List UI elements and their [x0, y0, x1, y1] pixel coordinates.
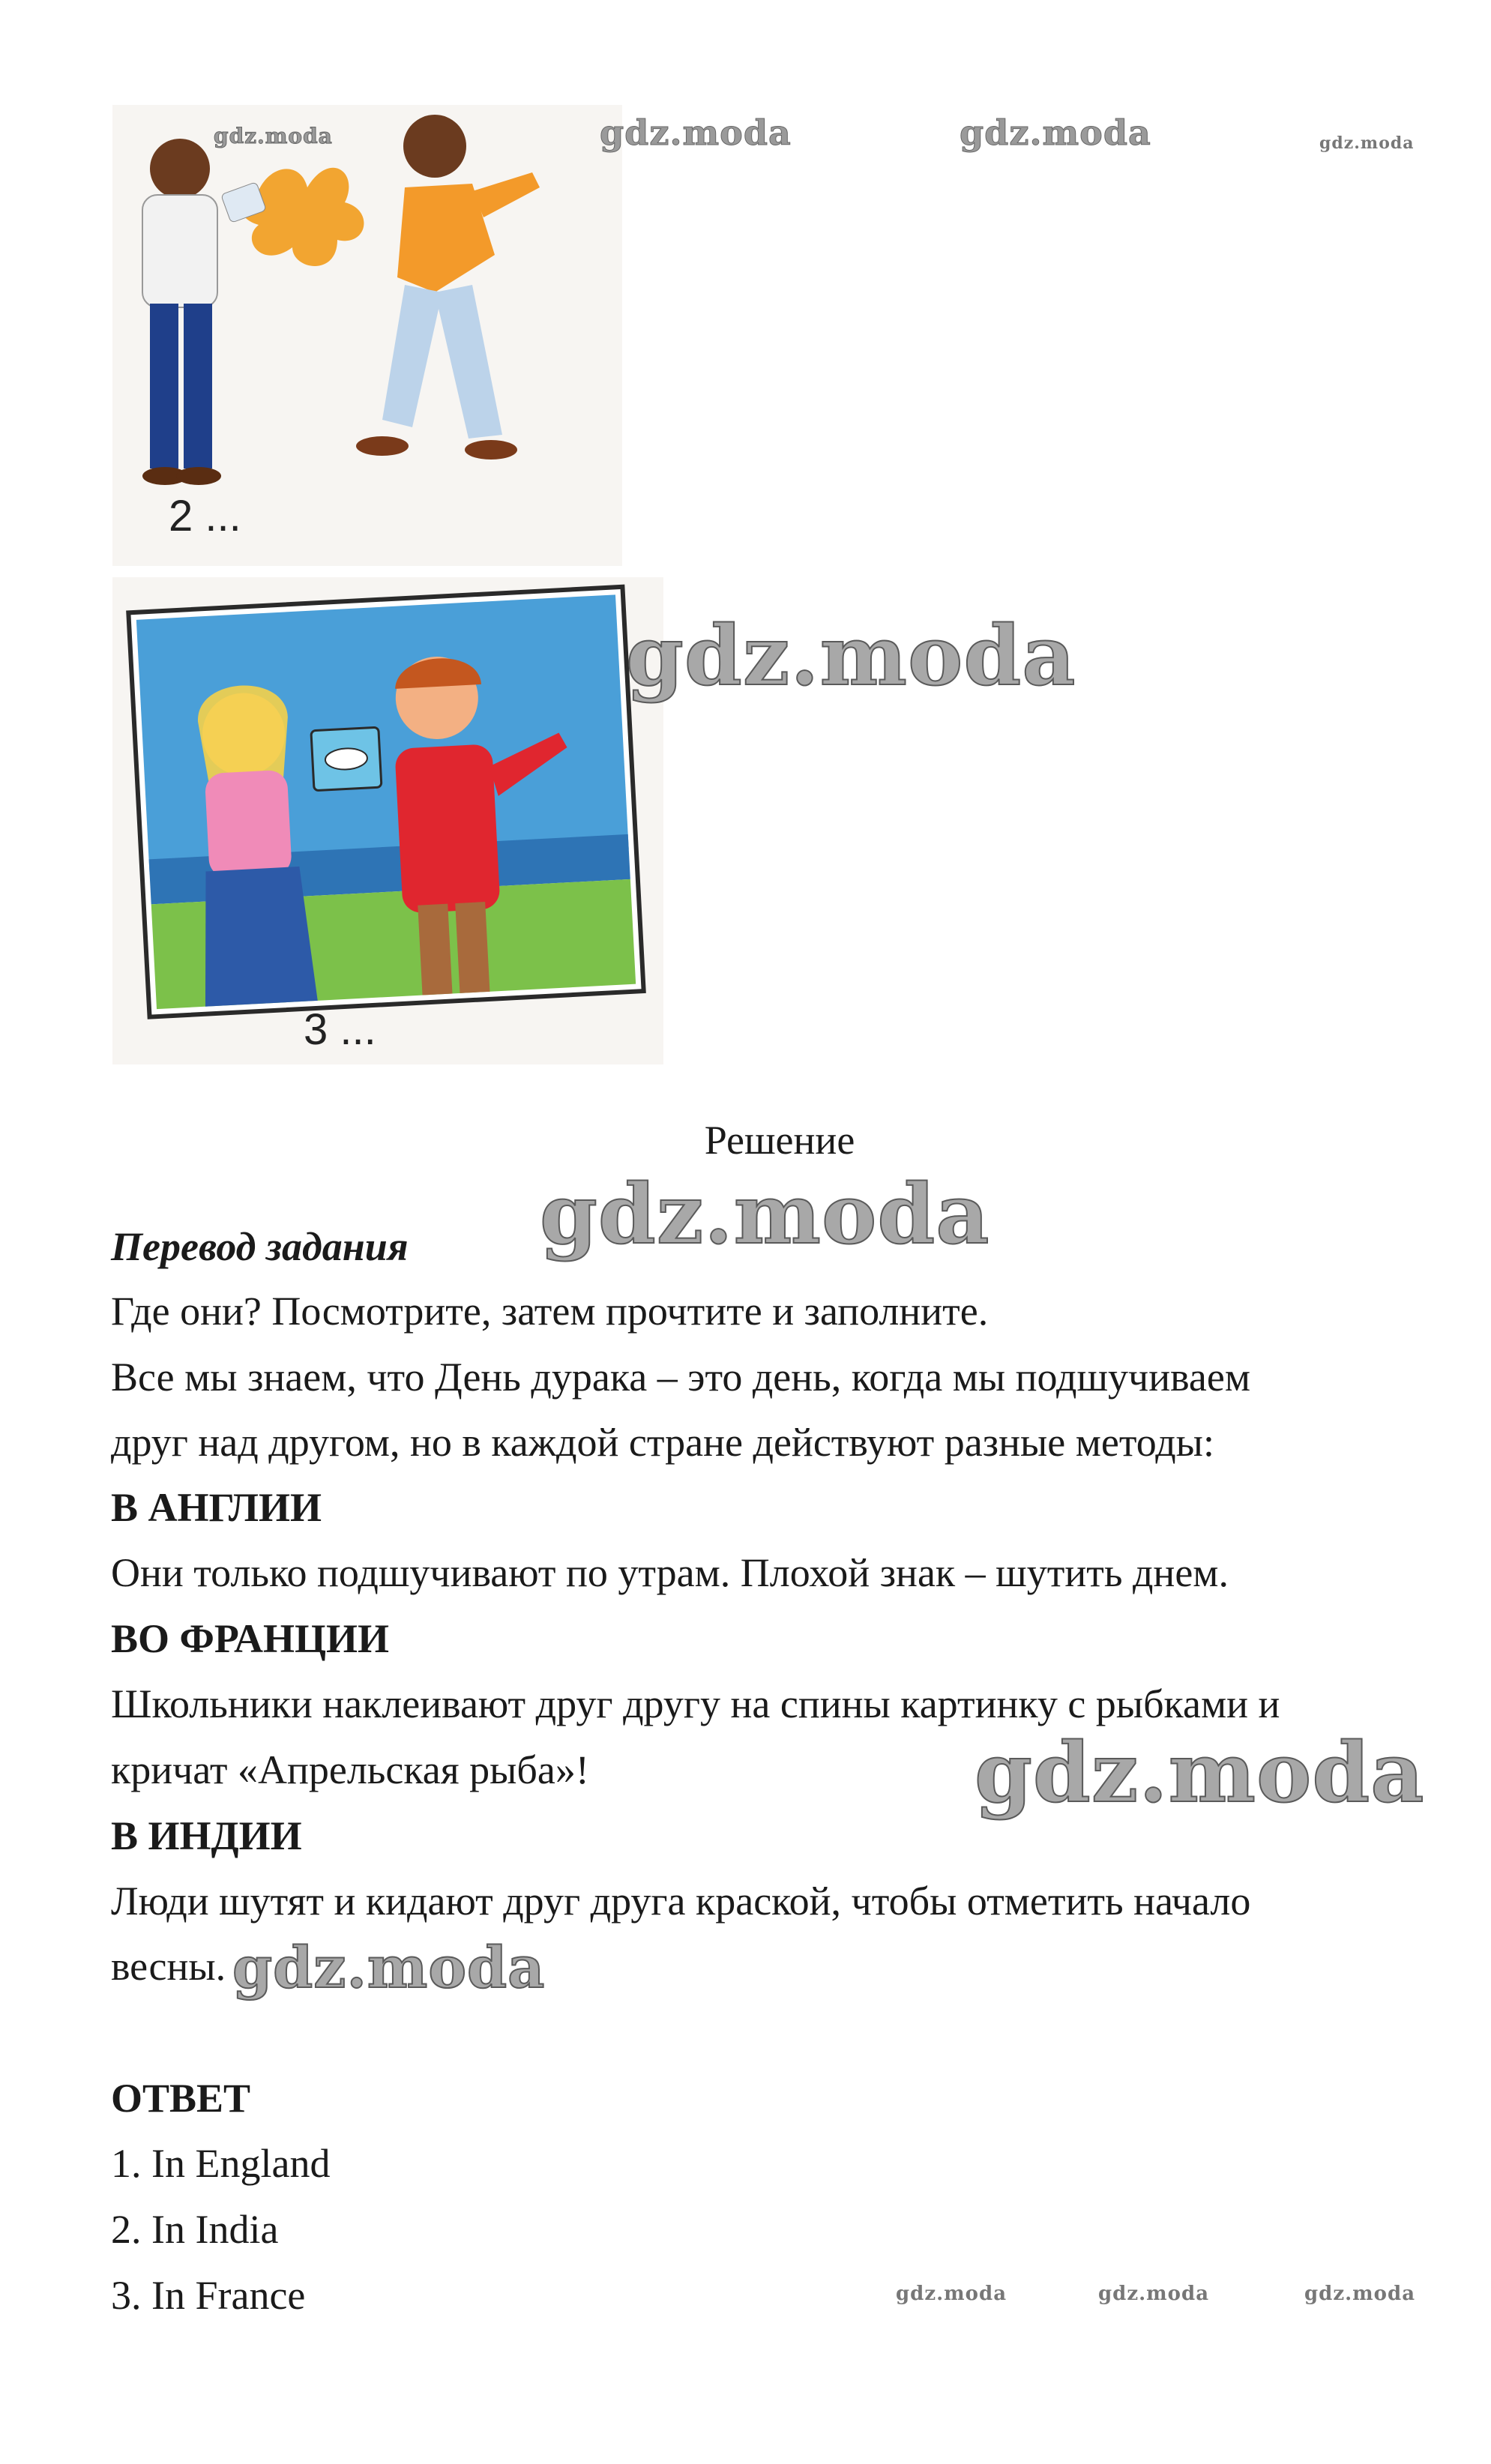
watermark-text: gdz.moda — [626, 607, 1076, 704]
answer-item: 2. In India — [111, 2207, 279, 2252]
intro-paragraph-line: друг над другом, но в каждой стране действуют разные методы: — [111, 1420, 1214, 1465]
illustration-picture-2 — [112, 105, 622, 566]
answer-item: 1. In England — [111, 2141, 331, 2186]
translation-heading: Перевод задания — [111, 1224, 409, 1269]
watermark-text: gdz.moda — [232, 1934, 546, 2001]
section-text-india: Люди шутят и кидают друг друга краской, чтобы отметить начало — [111, 1879, 1251, 1924]
watermark-text: gdz.moda — [975, 1724, 1425, 1821]
watermark-text: gdz.moda — [1319, 133, 1415, 153]
task-instruction: Где они? Посмотрите, затем прочтите и заполните. — [111, 1289, 989, 1334]
answer-heading: ОТВЕТ — [111, 2076, 251, 2121]
picture-2-caption: 2 ... — [169, 492, 241, 540]
section-title-france: ВО ФРАНЦИИ — [111, 1616, 389, 1661]
watermark-text: gdz.moda — [1098, 2283, 1210, 2305]
watermark-text: gdz.moda — [896, 2283, 1007, 2305]
picture-3-caption: 3 ... — [304, 1005, 376, 1054]
section-text-france: Школьники наклеивают друг другу на спины картинку с рыбками и — [111, 1681, 1280, 1726]
section-title-england: В АНГЛИИ — [111, 1485, 322, 1530]
intro-paragraph-line: Все мы знаем, что День дурака – это день, когда мы подшучиваем — [111, 1355, 1250, 1400]
watermark-text: gdz.moda — [1304, 2283, 1416, 2305]
section-title-india: В ИНДИИ — [111, 1813, 302, 1858]
solution-heading: Решение — [704, 1118, 855, 1163]
answer-item: 3. In France — [111, 2273, 306, 2318]
watermark-text: gdz.moda — [540, 1166, 990, 1262]
section-text-france: кричат «Апрельская рыба»! — [111, 1747, 589, 1792]
watermark-text: gdz.moda — [600, 112, 792, 153]
section-text-england: Они только подшучивают по утрам. Плохой знак – шутить днем. — [111, 1550, 1229, 1595]
watermark-text: gdz.moda — [214, 124, 333, 148]
watermark-text: gdz.moda — [960, 112, 1151, 153]
april-fish-scene — [112, 577, 663, 1064]
illustration-picture-3 — [112, 577, 663, 1064]
section-text-india: весны. — [111, 1944, 226, 1989]
